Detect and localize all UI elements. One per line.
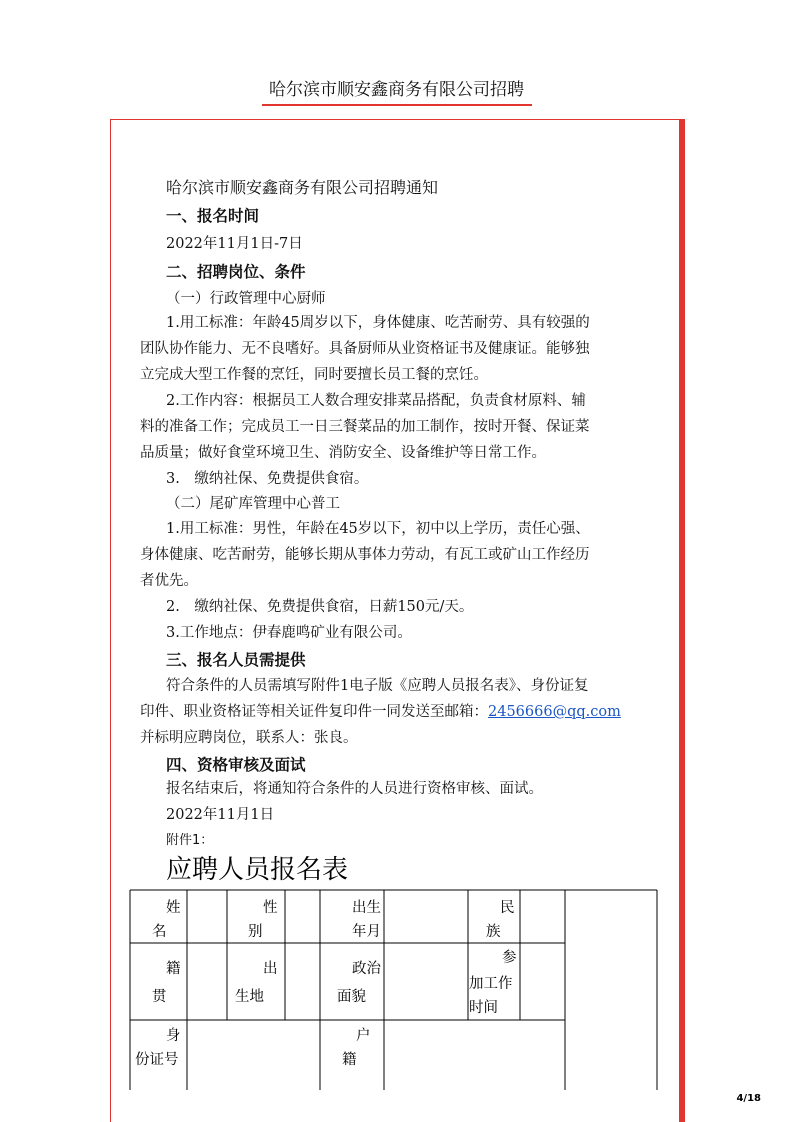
position-1-work-line-2: 料的准备工作；完成员工一日三餐菜品的加工制作，按时开餐、保证菜 [140,419,590,435]
form-label-political-1: 政治 [352,961,381,977]
section-2-heading: 二、招聘岗位、条件 [166,263,306,281]
form-label-native-2: 贯 [152,989,167,1005]
position-1-requirement-line-1: 1.用工标准：年龄45周岁以下，身体健康、吃苦耐劳、具有较强的 [166,315,590,331]
form-label-political-2: 面貌 [337,989,366,1005]
position-2-benefit: 2. 缴纳社保、免费提供食宿，日薪150元/天。 [166,599,474,615]
section-1-heading: 一、报名时间 [166,207,260,225]
form-label-work-2: 加工作 [469,976,513,992]
form-label-work-1: 参 [502,950,517,966]
position-1-requirement-line-3: 立完成大型工作餐的烹饪，同时要擅长员工餐的烹饪。 [140,367,488,383]
position-1-benefit: 3. 缴纳社保、免费提供食宿。 [166,471,369,487]
form-label-native-1: 籍 [166,961,181,977]
form-label-id-2: 份证号 [135,1052,179,1068]
notice-date: 2022年11月1日 [166,807,275,823]
form-label-ethnic-1: 民 [500,900,515,916]
form-label-birthplace-1: 出 [263,961,278,977]
form-label-name-2: 名 [152,924,167,940]
form-label-id-1: 身 [166,1028,181,1044]
position-1-heading: （一）行政管理中心厨师 [166,291,326,307]
form-label-hukou-1: 户 [356,1028,371,1044]
section-3-line-3: 并标明应聘岗位，联系人：张良。 [140,730,358,746]
position-2-heading: （二）尾矿库管理中心普工 [166,496,340,512]
section-4-heading: 四、资格审核及面试 [166,756,306,774]
form-label-gender-1: 性 [263,900,278,916]
section-1-date: 2022年11月1日-7日 [166,236,303,252]
form-label-birth-1: 出生 [352,900,381,916]
form-label-name-1: 姓 [166,900,181,916]
section-3-line-2-text: 印件、职业资格证等相关证件复印件一同发送至邮箱： [140,704,488,720]
form-label-hukou-2: 籍 [342,1052,357,1068]
form-label-birth-2: 年月 [352,924,381,940]
form-title: 应聘人员报名表 [166,855,349,885]
position-2-requirement-line-1: 1.用工标准：男性，年龄在45岁以下，初中以上学历，责任心强、 [166,521,590,537]
position-1-work-line-1: 2.工作内容：根据员工人数合理安排菜品搭配，负责食材原料、辅 [166,393,586,409]
page-number: 4/18 [736,1093,761,1104]
form-label-birthplace-2: 生地 [235,989,264,1005]
position-2-requirement-line-3: 者优先。 [140,573,198,589]
position-2-requirement-line-2: 身体健康、吃苦耐劳，能够长期从事体力劳动，有瓦工或矿山工作经历 [140,547,590,563]
header-title: 哈尔滨市顺安鑫商务有限公司招聘 [269,80,524,100]
attachment-label: 附件1： [166,833,214,848]
form-label-ethnic-2: 族 [486,924,501,940]
email-link[interactable]: 2456666@qq.com [488,704,621,720]
section-4-line-1: 报名结束后，将通知符合条件的人员进行资格审核、面试。 [166,781,543,797]
form-label-work-3: 时间 [469,1000,498,1016]
position-1-requirement-line-2: 团队协作能力、无不良嗜好。具备厨师从业资格证书及健康证。能够独 [140,341,590,357]
section-3-line-1: 符合条件的人员需填写附件1电子版《应聘人员报名表》、身份证复 [166,678,589,694]
section-3-heading: 三、报名人员需提供 [166,651,306,669]
notice-title: 哈尔滨市顺安鑫商务有限公司招聘通知 [166,178,439,197]
form-label-gender-2: 别 [248,924,263,940]
position-2-location: 3.工作地点：伊春鹿鸣矿业有限公司。 [166,625,412,641]
position-1-work-line-3: 品质量；做好食堂环境卫生、消防安全、设备维护等日常工作。 [140,445,546,461]
